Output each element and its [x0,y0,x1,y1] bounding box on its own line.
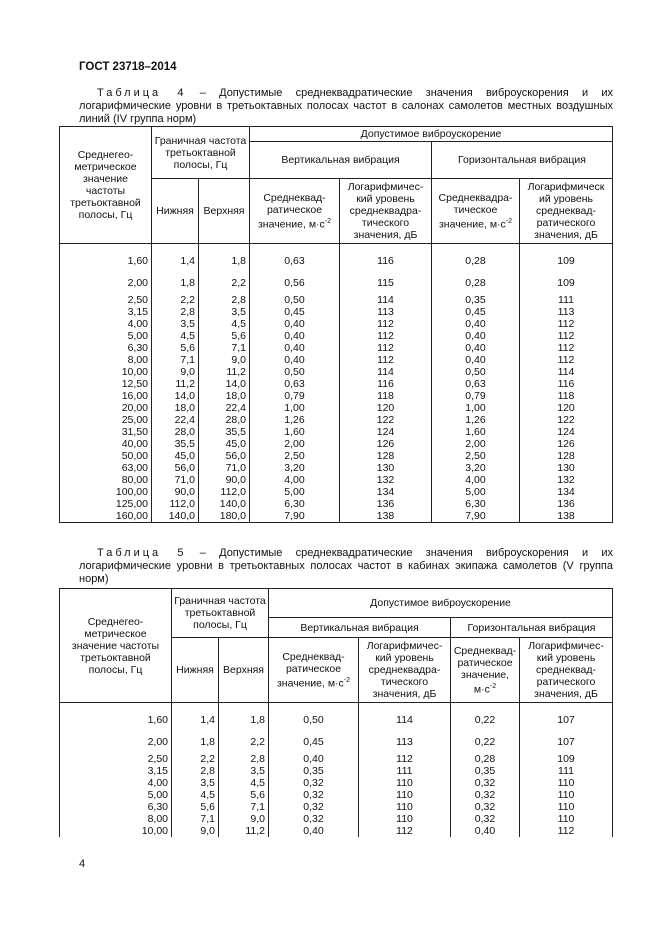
table-cell: 0,50 [250,366,340,378]
table-cell: 2,2 [172,753,219,765]
table-cell: 180,0 [199,510,250,523]
table-cell: 0,56 [250,272,340,294]
table-cell: 110 [359,813,451,825]
table-cell: 107 [520,703,613,732]
table-row [60,813,613,825]
table-cell: 115 [340,272,432,294]
table-cell: 9,0 [219,813,269,825]
table-row [60,510,613,523]
table-cell: 126 [340,438,432,450]
table-cell: 7,1 [152,354,199,366]
table5-body [60,703,613,838]
table-cell: 5,6 [219,789,269,801]
table4-header-lower: Нижняя [152,179,199,244]
table5-label: Таблица 5 [97,547,187,559]
table5-caption-text: – Допустимые среднеквадратические значения виброускорения и их логарифмические уровни в третьоктавных полосах частот в кабинах экипажа самолетов (V группа норм) [79,547,613,585]
table-cell: 3,5 [219,765,269,777]
table-cell: 140,0 [199,498,250,510]
table-cell: 0,32 [269,813,359,825]
table-cell: 11,2 [152,378,199,390]
table4-header-h-rms: Среднеквадра-тическое значение, $м\cdot с^{-2}$ [432,179,520,244]
table-cell: 5,6 [152,342,199,354]
table-cell: 112 [520,330,613,342]
table-cell: 18,0 [152,402,199,414]
table-cell: 126 [520,438,613,450]
table-cell: 0,40 [451,825,520,837]
table-cell: 122 [520,414,613,426]
table-cell: 0,32 [451,789,520,801]
table-cell: 8,00 [60,813,172,825]
table-row [60,486,613,498]
table5-header-h-rms: Среднеквад-ратическое значение, $м\cdot с^{-2}$ [451,638,520,703]
table-cell: 2,8 [172,765,219,777]
table-cell: 112 [340,318,432,330]
table-row [60,450,613,462]
table-cell: 0,40 [250,330,340,342]
table4-header-v-log: Логарифмичес-кий уровень среднеквадра-тического значения, дБ [340,179,432,244]
table-cell: 0,40 [250,342,340,354]
table-row [60,402,613,414]
table-cell: 0,35 [269,765,359,777]
table-cell: 132 [340,474,432,486]
table-cell: 5,00 [250,486,340,498]
table4-header-horizontal: Горизонтальная вибрация [432,142,613,179]
table-cell: 0,79 [250,390,340,402]
table4-caption [79,87,613,126]
table-cell: 5,6 [172,801,219,813]
table-cell: 112 [520,342,613,354]
table-row [60,753,613,765]
table-cell: 0,40 [432,330,520,342]
table-cell: 0,28 [432,244,520,273]
table-cell: 22,4 [152,414,199,426]
table-cell: 110 [359,777,451,789]
table-cell: 2,50 [432,450,520,462]
table-cell: 90,0 [199,474,250,486]
table-cell: 45,0 [199,438,250,450]
table-cell: 6,30 [60,801,172,813]
table-cell: 4,5 [172,789,219,801]
table-cell: 31,50 [60,426,152,438]
table-cell: 160,00 [60,510,152,523]
table-cell: 116 [520,378,613,390]
table-cell: 56,0 [199,450,250,462]
table-cell: 110 [359,801,451,813]
table5-header-lower: Нижняя [172,638,219,703]
table-cell: 0,40 [432,318,520,330]
table-row [60,330,613,342]
table-cell: 5,00 [60,789,172,801]
table-row [60,498,613,510]
table-cell: 0,63 [250,378,340,390]
table-cell: 14,0 [152,390,199,402]
table-cell: 120 [340,402,432,414]
table-cell: 120 [520,402,613,414]
table-cell: 2,2 [199,272,250,294]
table-cell: 110 [520,801,613,813]
table4-header-h-log: Логарифмическ ий уровень среднеквад-ратического значения, дБ [520,179,613,244]
table-row [60,703,613,732]
table-cell: 11,2 [199,366,250,378]
table-row [60,765,613,777]
table-cell: 0,32 [451,801,520,813]
table-cell: 5,6 [199,330,250,342]
table-row [60,294,613,306]
table-cell: 0,40 [250,354,340,366]
table-cell: 1,60 [250,426,340,438]
table5-header-horizontal: Горизонтальная вибрация [451,618,613,638]
table-cell: 130 [340,462,432,474]
table-cell: 10,00 [60,366,152,378]
table-cell: 112 [520,825,613,837]
table-cell: 112 [520,318,613,330]
table4-header-allowed: Допустимое виброускорение [250,127,613,142]
table-cell: 5,00 [432,486,520,498]
table-cell: 16,00 [60,390,152,402]
table-cell: 114 [340,294,432,306]
table-row [60,426,613,438]
table-cell: 128 [340,450,432,462]
table5-header-vertical: Вертикальная вибрация [269,618,451,638]
table4-header-band: Граничная частота третьоктавной полосы, Гц [152,127,250,179]
table-row [60,378,613,390]
table-row [60,731,613,753]
table5-header-band: Граничная частота третьоктавной полосы, Гц [172,589,269,638]
table-cell: 114 [359,703,451,732]
table-cell: 0,40 [269,753,359,765]
table-cell: 10,00 [60,825,172,837]
table-cell: 56,0 [152,462,199,474]
table-cell: 122 [340,414,432,426]
table-cell: 112 [340,342,432,354]
table-row [60,318,613,330]
table5-header-v-log: Логарифмичес-кий уровень среднеквадра-тического значения, дБ [359,638,451,703]
table-cell: 125,00 [60,498,152,510]
table-cell: 134 [340,486,432,498]
table-cell: 112 [359,825,451,837]
table-cell: 50,00 [60,450,152,462]
table-cell: 116 [340,378,432,390]
table-cell: 2,8 [219,753,269,765]
table-cell: 116 [340,244,432,273]
table-cell: 1,8 [172,731,219,753]
table-cell: 110 [359,789,451,801]
table-cell: 0,50 [269,703,359,732]
table-cell: 28,0 [199,414,250,426]
table-cell: 2,00 [432,438,520,450]
table-cell: 111 [520,765,613,777]
table-cell: 0,40 [250,318,340,330]
table-cell: 112,0 [199,486,250,498]
table-cell: 4,5 [152,330,199,342]
table-cell: 1,60 [60,703,172,732]
table-cell: 3,5 [199,306,250,318]
document-header: ГОСТ 23718–2014 [79,61,177,73]
table-cell: 2,00 [60,731,172,753]
table-cell: 3,5 [172,777,219,789]
table-cell: 4,00 [60,777,172,789]
table-cell: 124 [520,426,613,438]
table-cell: 136 [520,498,613,510]
table5-caption [79,547,613,586]
table-cell: 4,5 [199,318,250,330]
table4-header-vertical: Вертикальная вибрация [250,142,432,179]
table-cell: 128 [520,450,613,462]
table-cell: 138 [340,510,432,523]
table-row [60,414,613,426]
table-cell: 113 [520,306,613,318]
table-cell: 112 [340,354,432,366]
table-cell: 2,2 [219,731,269,753]
table-cell: 2,8 [152,306,199,318]
table5-header-freq: Среднегео-метрическое значение частоты третьоктавной полосы, Гц [60,589,172,703]
table-cell: 0,32 [451,813,520,825]
table-cell: 71,0 [152,474,199,486]
table-cell: 113 [340,306,432,318]
table-cell: 11,2 [219,825,269,837]
table-cell: 0,40 [269,825,359,837]
table4 [59,126,613,523]
table-cell: 7,1 [172,813,219,825]
table-cell: 112,0 [152,498,199,510]
table-cell: 111 [520,294,613,306]
table-cell: 2,00 [250,438,340,450]
table-cell: 0,32 [269,789,359,801]
table-cell: 18,0 [199,390,250,402]
table-cell: 0,79 [432,390,520,402]
table-cell: 110 [520,789,613,801]
table-row [60,789,613,801]
table-cell: 2,2 [152,294,199,306]
table-cell: 109 [520,272,613,294]
table-cell: 7,1 [219,801,269,813]
table-cell: 3,5 [152,318,199,330]
table-row [60,801,613,813]
table-cell: 124 [340,426,432,438]
table-row [60,825,613,837]
table-row [60,342,613,354]
table-row [60,366,613,378]
table-cell: 1,8 [152,272,199,294]
table5-header-upper: Верхняя [219,638,269,703]
table-row [60,244,613,273]
table-cell: 9,0 [152,366,199,378]
table-cell: 114 [520,366,613,378]
table-cell: 138 [520,510,613,523]
table-cell: 3,15 [60,765,172,777]
table-row [60,306,613,318]
table-cell: 7,90 [432,510,520,523]
table-cell: 0,32 [451,777,520,789]
table-cell: 0,50 [432,366,520,378]
table-cell: 3,15 [60,306,152,318]
table-cell: 3,20 [432,462,520,474]
table4-header-v-rms: Среднеквад-ратическое значение, $м\cdot с^{-2}$ [250,179,340,244]
table-cell: 40,00 [60,438,152,450]
table-cell: 112 [359,753,451,765]
table-cell: 0,63 [250,244,340,273]
table-cell: 0,28 [451,753,520,765]
table-cell: 114 [340,366,432,378]
table-cell: 14,0 [199,378,250,390]
table5-header-allowed: Допустимое виброускорение [269,589,613,618]
table-cell: 71,0 [199,462,250,474]
table-cell: 113 [359,731,451,753]
table-cell: 35,5 [152,438,199,450]
table-cell: 2,8 [199,294,250,306]
page-number: 4 [79,858,86,870]
table-cell: 111 [359,765,451,777]
table-cell: 2,50 [60,294,152,306]
table-row [60,462,613,474]
table-cell: 4,00 [250,474,340,486]
table-cell: 0,63 [432,378,520,390]
table-cell: 118 [340,390,432,402]
table-cell: 109 [520,244,613,273]
table-cell: 6,30 [432,498,520,510]
table-cell: 1,8 [219,703,269,732]
table-cell: 1,26 [432,414,520,426]
table-cell: 1,60 [432,426,520,438]
table4-label: Таблица 4 [97,87,187,99]
table-cell: 2,50 [60,753,172,765]
table-cell: 2,50 [250,450,340,462]
table-cell: 6,30 [250,498,340,510]
table-cell: 0,22 [451,703,520,732]
table-cell: 132 [520,474,613,486]
table-cell: 9,0 [199,354,250,366]
table-cell: 1,4 [172,703,219,732]
table-row [60,272,613,294]
table-cell: 134 [520,486,613,498]
table5-header-v-rms: Среднеквад-ратическое значение, $м\cdot с^{-2}$ [269,638,359,703]
table-cell: 130 [520,462,613,474]
table-cell: 1,00 [432,402,520,414]
table-row [60,390,613,402]
table-cell: 5,00 [60,330,152,342]
table-cell: 20,00 [60,402,152,414]
table-cell: 28,0 [152,426,199,438]
table-cell: 25,00 [60,414,152,426]
table-cell: 110 [520,777,613,789]
table-cell: 100,00 [60,486,152,498]
table-cell: 0,22 [451,731,520,753]
table-row [60,474,613,486]
table4-header-freq: Среднегео-метрическое значение частоты третьоктавной полосы, Гц [60,127,152,244]
table5-header-h-log: Логарифмичес-кий уровень среднеквад-ратического значения, дБ [520,638,613,703]
table4-body [60,244,613,523]
table-cell: 90,0 [152,486,199,498]
table4-caption-text: – Допустимые среднеквадратические значения виброускорения и их логарифмические уровни в третьоктавных полосах частот в салонах самолетов местных воздушных линий (IV группа норм) [79,87,613,125]
table-cell: 107 [520,731,613,753]
table-cell: 8,00 [60,354,152,366]
table-cell: 1,00 [250,402,340,414]
table-cell: 3,20 [250,462,340,474]
table-cell: 1,60 [60,244,152,273]
table-cell: 112 [520,354,613,366]
table-cell: 45,0 [152,450,199,462]
table-cell: 4,00 [432,474,520,486]
table-cell: 0,35 [432,294,520,306]
table-cell: 0,40 [432,342,520,354]
table4-header-upper: Верхняя [199,179,250,244]
table-cell: 0,28 [432,272,520,294]
table-cell: 12,50 [60,378,152,390]
table-cell: 1,8 [199,244,250,273]
table-cell: 9,0 [172,825,219,837]
table-row [60,777,613,789]
table-cell: 4,5 [219,777,269,789]
table5 [59,588,613,837]
table-cell: 0,45 [269,731,359,753]
table-cell: 0,32 [269,777,359,789]
table-cell: 1,4 [152,244,199,273]
table-cell: 136 [340,498,432,510]
table-cell: 0,35 [451,765,520,777]
table-cell: 0,40 [432,354,520,366]
table-cell: 2,00 [60,272,152,294]
table-row [60,438,613,450]
table-cell: 110 [520,813,613,825]
table-cell: 0,45 [432,306,520,318]
table-cell: 0,50 [250,294,340,306]
table-cell: 0,45 [250,306,340,318]
table-cell: 1,26 [250,414,340,426]
table-cell: 63,00 [60,462,152,474]
table-cell: 140,0 [152,510,199,523]
table-cell: 35,5 [199,426,250,438]
table-cell: 118 [520,390,613,402]
table-cell: 112 [340,330,432,342]
table-cell: 80,00 [60,474,152,486]
table-row [60,354,613,366]
table-cell: 7,90 [250,510,340,523]
table-cell: 0,32 [269,801,359,813]
table-cell: 109 [520,753,613,765]
table-cell: 22,4 [199,402,250,414]
table-cell: 4,00 [60,318,152,330]
table-cell: 7,1 [199,342,250,354]
table-cell: 6,30 [60,342,152,354]
